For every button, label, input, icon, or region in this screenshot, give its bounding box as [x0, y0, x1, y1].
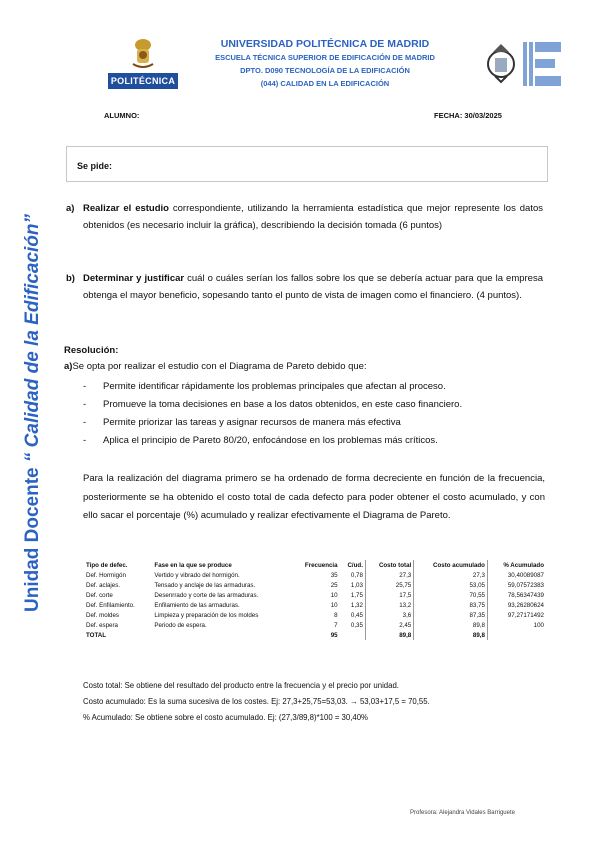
cell: 87,35 — [414, 610, 488, 620]
school-name: ESCUELA TÉCNICA SUPERIOR DE EDIFICACIÓN DE MADRID — [215, 53, 435, 62]
pareto-table — [84, 560, 546, 640]
cell — [487, 630, 546, 640]
cell: 97,27171492 — [487, 610, 546, 620]
cell: 10 — [330, 601, 338, 609]
cell: 89,8 — [365, 630, 413, 640]
cell: Periodo de espera. — [154, 621, 207, 629]
note-porcentaje-acumulado: % Acumulado: Se obtiene sobre el costo acumulado. Ej: (27,3/89,8)*100 = 30,40% — [83, 713, 368, 722]
cell: Def. Hormigón — [86, 571, 126, 579]
list-item: - Aplica el principio de Pareto 80/20, enfocándose en los problemas más críticos. — [95, 432, 545, 450]
col-header: Costo total — [365, 560, 413, 570]
cell: 1,75 — [350, 591, 363, 599]
cell: 30,40089087 — [487, 570, 546, 580]
upm-logo — [108, 36, 178, 92]
note-costo-acumulado: Costo acumulado: Es la suma sucesiva de los costes. Ej: 27,3+25,75=53,03. → 53,03+17,5 = 70,55. — [83, 697, 430, 706]
cell: 27,3 — [365, 570, 413, 580]
cell: Limpieza y preparación de los moldes — [154, 611, 259, 619]
cell — [340, 630, 366, 640]
cell: 70,55 — [414, 590, 488, 600]
table-header-row — [84, 560, 546, 570]
etsem-crest-icon — [483, 38, 565, 90]
list-item: - Promueve la toma decisiones en base a los datos obtenidos, en este caso financiero. — [95, 396, 545, 414]
col-header: Tipo de defec. — [86, 561, 128, 569]
cell: 83,75 — [414, 600, 488, 610]
professor-credit: Profesora: Alejandra Vidales Barriguete — [410, 810, 515, 816]
cell: 3,6 — [365, 610, 413, 620]
upm-crest-icon — [128, 36, 158, 70]
cell: 0,35 — [350, 621, 363, 629]
resolution-paragraph: Para la realización del diagrama primero se ha ordenado de forma decreciente en función de la frecuencia, posteriormente se ha obtenido el costo total de cada defecto para poder obtener el costo acumulado, y con ello sacar el porcentaje (%) acumulado y realizar efectivamente el Diagrama de Pareto. — [83, 473, 545, 521]
se-pide-label: Se pide: — [77, 161, 113, 171]
cell: 2,45 — [365, 620, 413, 630]
task-a-text: correspondiente, utilizando la herramienta estadística que mejor represente los datos obtenidos (es necesario incluir la gráfica), describiendo la decisión tomada (6 puntos) — [83, 203, 543, 231]
table-row — [84, 610, 546, 620]
cell: 7 — [334, 621, 338, 629]
table-row — [84, 570, 546, 580]
cell: 59,07572383 — [487, 580, 546, 590]
se-pide-box — [66, 146, 548, 182]
department-name: DPTO. D090 TECNOLOGÍA DE LA EDIFICACIÓN — [240, 66, 410, 75]
cell: 1,03 — [350, 581, 363, 589]
cell: 53,05 — [414, 580, 488, 590]
table-row — [84, 600, 546, 610]
cell: Def. Enfilamiento. — [86, 601, 135, 609]
side-unit-title — [22, 214, 44, 612]
table-row — [84, 590, 546, 600]
list-item: - Permite priorizar las tareas y asignar recursos de manera más efectiva — [95, 414, 545, 432]
col-header: Frecuencia — [304, 561, 338, 569]
university-name: UNIVERSIDAD POLITÉCNICA DE MADRID — [220, 38, 430, 50]
task-b-label: b) — [66, 273, 75, 284]
cell: Def. moldes — [86, 611, 120, 619]
cell: 89,8 — [414, 630, 488, 640]
cell: 0,45 — [350, 611, 363, 619]
task-b-bold: Determinar y justificar — [83, 273, 185, 284]
cell: Def. aclajes. — [86, 581, 121, 589]
task-b — [66, 270, 543, 304]
cell: Enfilamiento de las armaduras. — [154, 601, 240, 609]
cell: 25 — [330, 581, 338, 589]
cell: 13,2 — [365, 600, 413, 610]
cell: Desenrrado y corte de las armaduras. — [154, 591, 259, 599]
side-unit-part1: Unidad Docente — [22, 467, 43, 612]
pareto-reasons-list — [95, 378, 545, 450]
cell: 95 — [330, 631, 338, 639]
col-header: Costo acumulado — [414, 560, 488, 570]
politecnica-badge: POLITÉCNICA — [108, 73, 178, 89]
resolution-title: Resolución: — [64, 345, 119, 356]
date-label: FECHA: 30/03/2025 — [434, 111, 502, 120]
cell: 78,56347439 — [487, 590, 546, 600]
cell: 0,78 — [350, 571, 363, 579]
header-titles — [180, 38, 470, 90]
cell: Def. espera — [86, 621, 118, 629]
cell: 27,3 — [414, 570, 488, 580]
cell: Tensado y anclaje de las armaduras. — [154, 581, 256, 589]
cell: 8 — [334, 611, 338, 619]
resolution-a-label: a) — [64, 361, 73, 372]
table-total-row — [84, 630, 546, 640]
formula-notes — [83, 678, 553, 726]
task-a — [66, 200, 543, 234]
col-header: Fase en la que se produce — [154, 561, 232, 569]
cell: 17,5 — [365, 590, 413, 600]
cell: Def. corte — [86, 591, 113, 599]
resolution-a-text: Se opta por realizar el estudio con el Diagrama de Pareto debido que: — [72, 361, 367, 372]
cell: 35 — [330, 571, 338, 579]
side-unit-part2: “ Calidad de la Edificación” — [22, 213, 43, 463]
resolution-a — [64, 361, 367, 372]
student-label: ALUMNO: — [104, 111, 140, 120]
col-header: % Acumulado — [487, 560, 546, 570]
task-a-label: a) — [66, 203, 75, 214]
cell: 1,32 — [350, 601, 363, 609]
cell: 100 — [487, 620, 546, 630]
cell: 93,26280624 — [487, 600, 546, 610]
task-b-text: cuál o cuáles serían los fallos sobre los que se debería actuar para que la empresa obtenga el mayor beneficio, sopesando tanto el punto de vista de imagen como el financiero. (4 puntos). — [83, 273, 543, 301]
cell: 25,75 — [365, 580, 413, 590]
cell — [152, 630, 292, 640]
list-item: - Permite identificar rápidamente los problemas principales que afectan al proceso. — [95, 378, 545, 396]
note-costo-total: Costo total: Se obtiene del resultado del producto entre la frecuencia y el precio por unidad. — [83, 681, 399, 690]
cell: TOTAL — [86, 631, 107, 639]
cell: Vertido y vibrado del hormigón. — [154, 571, 240, 579]
col-header: C/ud. — [347, 561, 363, 569]
subject-name: (044) CALIDAD EN LA EDIFICACIÓN — [260, 79, 390, 88]
cell: 89,8 — [414, 620, 488, 630]
task-a-bold: Realizar el estudio — [83, 203, 169, 214]
table-row — [84, 580, 546, 590]
cell: 10 — [330, 591, 338, 599]
etsem-logo — [483, 38, 565, 90]
table-row — [84, 620, 546, 630]
